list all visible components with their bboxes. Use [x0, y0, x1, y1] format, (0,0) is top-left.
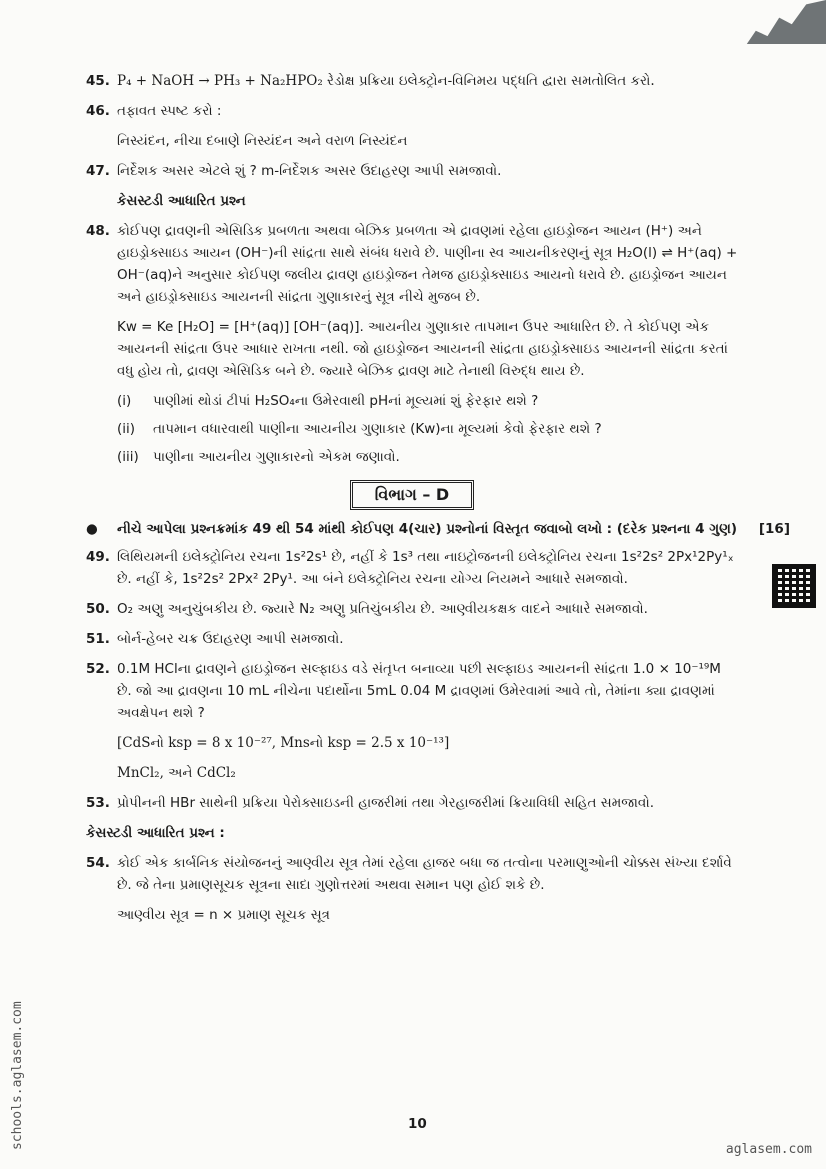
question-45 [86, 70, 738, 92]
question-number: 51. [86, 631, 110, 647]
question-48-paragraph-2: Kw = Ke [H₂O] = [H⁺(aq)] [OH⁻(aq)]. આયનીય ગુણાકાર તાપમાન ઉપર આધારિત છે. તે કોઈપણ એક આયનની સાંદ્રતા ઉપર આધાર રાખતા નથી. જો હાઇડ્રોજન આયનની સાંદ્રતા હાઇડ્રોક્સાઇડ આયનની સાંદ્રતા કરતાં વધુ હોય તો, દ્રાવણ એસિડિક બને છે. જ્યારે બેઝિક દ્રાવણ માટે તેનાથી વિરુદ્ધ થાય છે. [117, 319, 728, 379]
question-47 [86, 160, 738, 182]
question-51 [86, 628, 738, 650]
sub-question-text: પાણીના આયનીય ગુણાકારનો એકમ જણાવો. [153, 449, 400, 465]
question-text: લિથિયમની ઇલેક્ટ્રોનિય રચના 1s²2s¹ છે, નહીં કે 1s³ તથા નાઇટ્રોજનની ઇલેક્ટ્રોનિય રચના 1s²2s² 2Px¹2Py¹ₓ છે. નહીં કે, 1s²2s² 2Px² 2Py¹. આ બંને ઇલેક્ટ્રોનિય રચના યોગ્ય નિયમને આધારે સમજાવો. [117, 549, 734, 587]
question-50 [86, 598, 738, 620]
question-number: 48. [86, 223, 110, 239]
question-number: 45. [86, 73, 110, 89]
instruction-text: નીચે આપેલા પ્રશ્નક્રમાંક 49 થી 54 માંથી કોઈપણ 4(ચાર) પ્રશ્નોનાં વિસ્તૃત જવાબો લખો : (દરેક પ્રશ્નના 4 ગુણ) [117, 521, 738, 537]
section-instruction [86, 518, 790, 540]
question-number: 50. [86, 601, 110, 617]
footer-watermark: aglasem.com [725, 1142, 812, 1157]
case-study-heading: કેસસ્ટડી આધારિત પ્રશ્ન [117, 193, 246, 209]
question-content [86, 70, 790, 934]
section-label: વિભાગ – D [350, 480, 474, 510]
question-number: 53. [86, 795, 110, 811]
question-54 [86, 852, 738, 896]
question-54-formula: આણ્વીય સૂત્ર = n × પ્રમાણ સૂચક સૂત્ર [117, 907, 330, 923]
question-number: 54. [86, 855, 110, 871]
question-text: કોઈ એક કાર્બનિક સંયોજનનું આણ્વીય સૂત્ર તેમાં રહેલા હાજર બધા જ તત્વોના પરમાણુઓની ચોક્કસ સંખ્યા દર્શાવે છે. જે તેના પ્રમાણસૂચક સૂત્રના સાદા ગુણોત્તરમાં અથવા સમાન પણ હોઈ શકે છે. [117, 855, 732, 893]
question-48 [86, 220, 738, 308]
question-paragraph: કોઈપણ દ્રાવણની એસિડિક પ્રબળતા અથવા બેઝિક પ્રબળતા એ દ્રાવણમાં રહેલા હાઇડ્રોજન આયન (H⁺) અને હાઇડ્રોક્સાઇડ આયન (OH⁻)ની સાંદ્રતા સાથે સંબંધ ધરાવે છે. પાણીના સ્વ આયનીકરણનું સૂત્ર H₂O(l) ⇌ H⁺(aq) + OH⁻(aq)ને અનુસાર કોઈપણ જલીય દ્રાવણ હાઇડ્રોજન તેમજ હાઇડ્રોક્સાઇડ આયનો ધરાવે છે. હાઇડ્રોજન આયન અને હાઇડ્રોક્સાઇડ આયનની સાંદ્રતા ગુણાકારનું સૂત્ર નીચે મુજબ છે. [117, 223, 738, 305]
question-52 [86, 658, 738, 724]
torn-paper-corner [736, 0, 826, 44]
sub-question-text: પાણીમાં થોડાં ટીપાં H₂SO₄ના ઉમેરવાથી pHનાં મૂલ્યમાં શું ફેરફાર થશે ? [153, 393, 539, 409]
sub-question [117, 446, 738, 468]
question-52-data: [CdSનો ksp = 8 x 10⁻²⁷, Mnsનો ksp = 2.5 x 10⁻¹³] [117, 735, 450, 751]
page-number: 10 [408, 1116, 427, 1132]
question-number: 46. [86, 103, 110, 119]
sub-question-text: તાપમાન વધારવાથી પાણીના આયનીય ગુણાકાર (Kw)ના મૂલ્યમાં કેવો ફેરફાર થશે ? [153, 421, 602, 437]
question-number: 47. [86, 163, 110, 179]
sub-question [117, 418, 738, 440]
side-watermark: schools.aglasem.com [10, 1001, 25, 1150]
question-46-detail: નિસ્યંદન, નીચા દબાણે નિસ્યંદન અને વરાળ નિસ્યંદન [117, 133, 408, 149]
question-text: પ્રોપીનની HBr સાથેની પ્રક્રિયા પેરોક્સાઇડની હાજરીમાં તથા ગેરહાજરીમાં ક્રિયાવિધી સહિત સમજાવો. [117, 795, 654, 811]
question-52-options: MnCl₂, અને CdCl₂ [117, 765, 236, 781]
question-text: 0.1M HClના દ્રાવણને હાઇડ્રોજન સલ્ફાઇડ વડે સંતૃપ્ત બનાવ્યા પછી સલ્ફાઇડ આયનની સાંદ્રતા 1.0 × 10⁻¹⁹M છે. જો આ દ્રાવણના 10 mL નીચેના પદાર્થોના 5mL 0.04 M દ્રાવણમાં ઉમેરવામાં આવે તો, તેમાંના ક્યા દ્રાવણમાં અવક્ષેપન થશે ? [117, 661, 721, 721]
sub-question-number: (iii) [117, 449, 139, 465]
sub-question [117, 390, 738, 412]
question-text: નિર્દેશક અસર એટલે શું ? m-નિર્દેશક અસર ઉદાહરણ આપી સમજાવો. [117, 163, 502, 179]
question-text: બોર્ન-હેબર ચક્ર ઉદાહરણ આપી સમજાવો. [117, 631, 344, 647]
question-53 [86, 792, 738, 814]
sub-question-number: (ii) [117, 421, 136, 437]
question-number: 49. [86, 549, 110, 565]
section-marks: [16] [758, 521, 790, 537]
question-46 [86, 100, 738, 122]
question-text: તફાવત સ્પષ્ટ કરો : [117, 103, 222, 119]
question-number: 52. [86, 661, 110, 677]
bullet-icon: ● [86, 521, 98, 537]
question-text: O₂ અણુ અનુચુંબકીય છે. જ્યારે N₂ અણુ પ્રતિચુંબકીય છે. આણ્વીયકક્ષક વાદને આધારે સમજાવો. [117, 601, 648, 617]
question-text: P₄ + NaOH → PH₃ + Na₂HPO₂ રેડોક્ષ પ્રક્રિયા ઇલેક્ટ્રોન-વિનિમય પદ્ધતિ દ્વારા સમતોલિત કરો. [117, 73, 655, 89]
case-study-heading: કેસસ્ટડી આધારિત પ્રશ્ન : [86, 825, 225, 841]
question-49 [86, 546, 738, 590]
qr-code-icon [772, 564, 816, 608]
sub-question-number: (i) [117, 393, 132, 409]
